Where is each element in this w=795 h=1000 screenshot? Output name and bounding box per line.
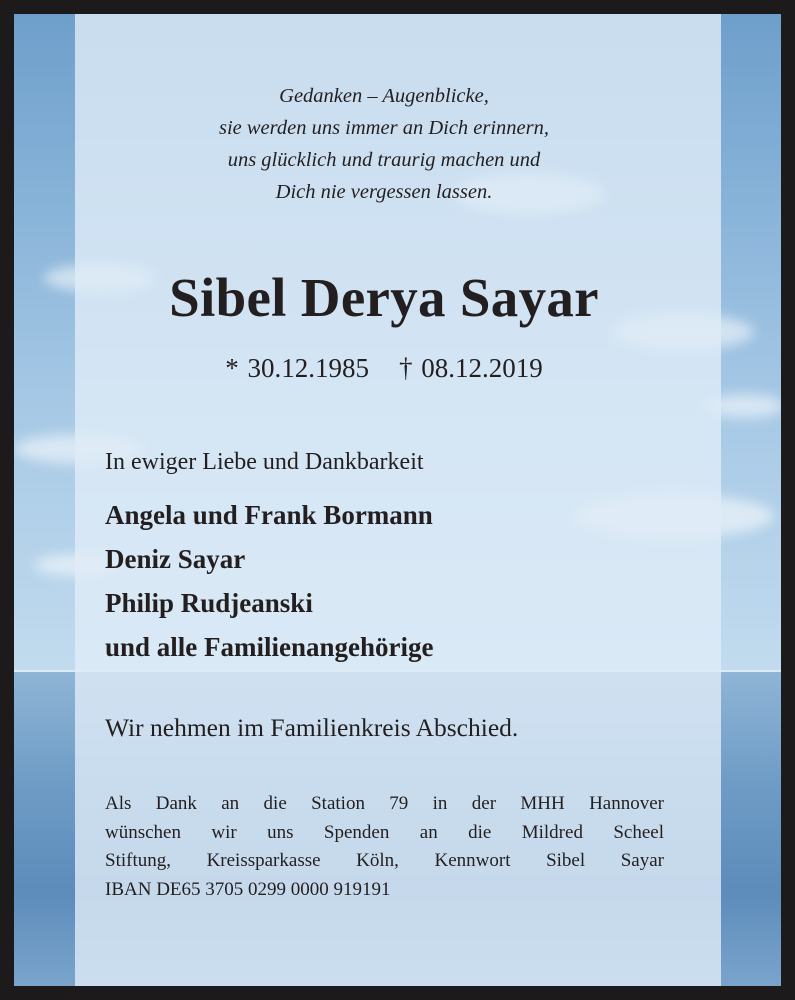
donation-line: Stiftung, Kreissparkasse Köln, Kennwort Sibel Sayar <box>105 850 664 871</box>
birth-date: * 30.12.1985 <box>225 353 369 383</box>
mourner-name: Deniz Sayar <box>105 544 246 574</box>
mourner-name: und alle Familienangehörige <box>105 632 434 662</box>
memorial-poem <box>61 80 707 208</box>
deceased-name: Sibel Derya Sayar <box>169 267 599 328</box>
poem-line: sie werden uns immer an Dich erinnern, <box>218 117 550 139</box>
mourners-list <box>105 493 434 669</box>
mourner-name: Angela und Frank Bormann <box>105 500 433 530</box>
donation-line: Als Dank an die Station 79 in der MHH Hannover <box>105 793 664 814</box>
dedication-line: In ewiger Liebe und Dankbarkeit <box>105 449 424 475</box>
donation-iban: IBAN DE65 3705 0299 0000 919191 <box>105 878 391 900</box>
donation-note <box>105 790 664 904</box>
poem-line: uns glücklich und traurig machen und <box>227 149 541 171</box>
farewell-statement: Wir nehmen im Familienkreis Abschied. <box>105 713 519 742</box>
poem-line: Gedanken – Augenblicke, <box>279 85 489 107</box>
mourner-name: Philip Rudjeanski <box>105 588 313 618</box>
death-date: † 08.12.2019 <box>399 353 543 383</box>
life-dates <box>61 350 707 386</box>
donation-line: wünschen wir uns Spenden an die Mildred Scheel <box>105 821 664 843</box>
poem-line: Dich nie vergessen lassen. <box>275 181 493 203</box>
